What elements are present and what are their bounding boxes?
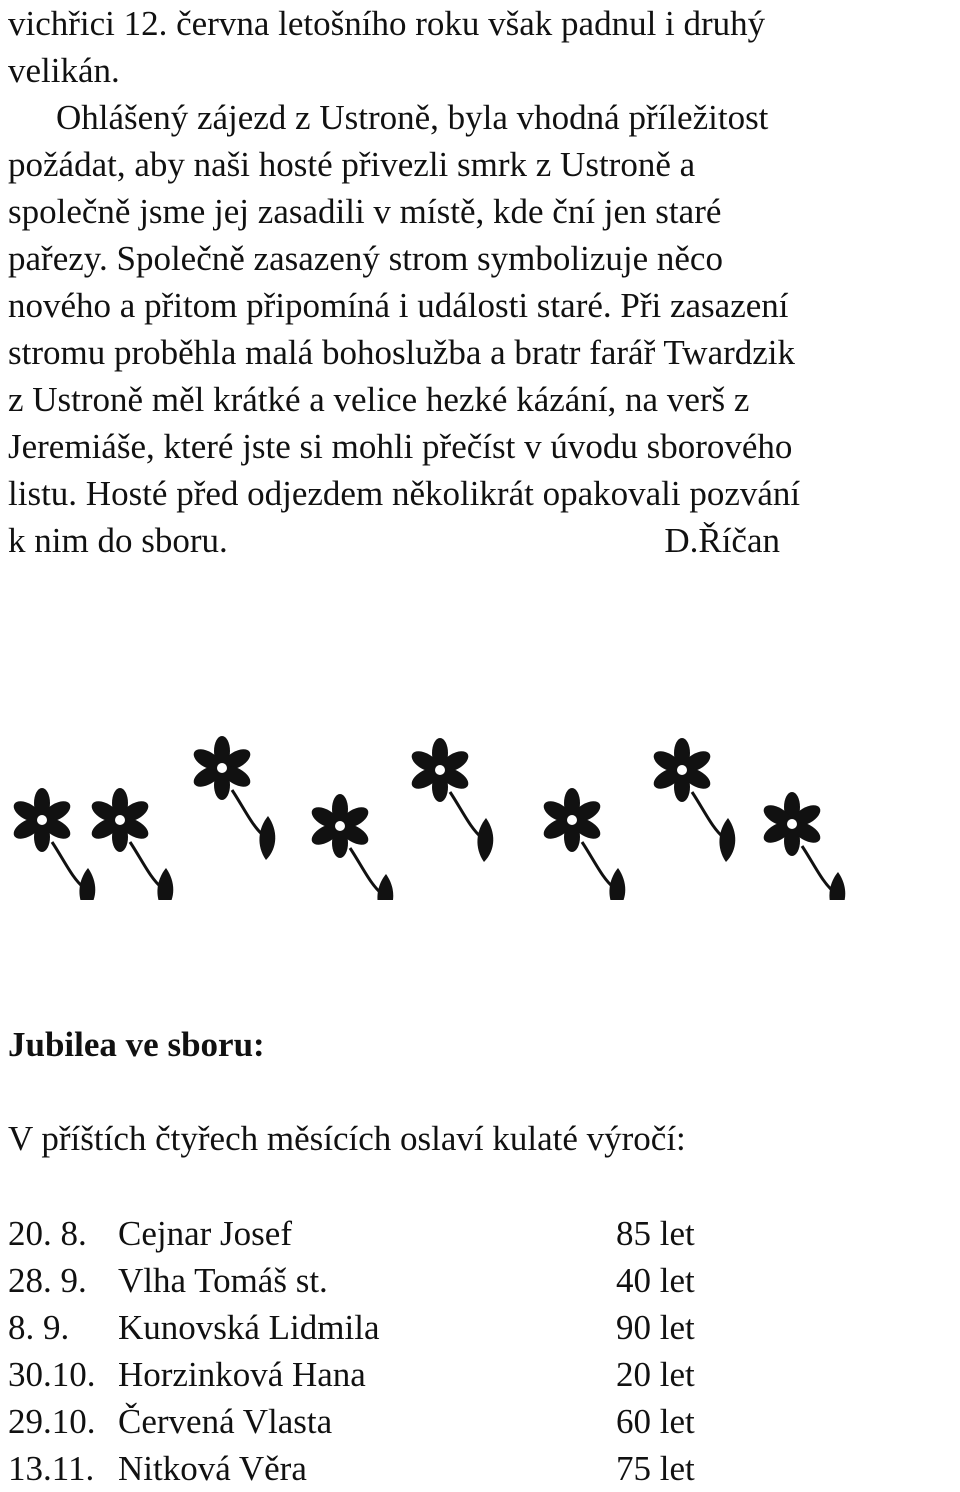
flower-icon xyxy=(760,792,845,900)
jubilee-years: 90 let xyxy=(616,1308,695,1347)
flower-icon xyxy=(308,794,393,900)
flower-icon xyxy=(190,736,275,860)
jubilee-years: 85 let xyxy=(616,1214,695,1253)
jubilee-date: 29.10. xyxy=(8,1402,96,1441)
jubilee-date: 30.10. xyxy=(8,1355,96,1394)
jubilee-date: 20. 8. xyxy=(8,1214,87,1253)
jubilee-years: 60 let xyxy=(616,1402,695,1441)
flower-icon xyxy=(10,788,95,900)
flower-ornament-icon xyxy=(0,730,960,900)
article-line: Ohlášený zájezd z Ustroně, byla vhodná příležitost xyxy=(56,98,769,137)
jubilee-years: 20 let xyxy=(616,1355,695,1394)
flower-icon xyxy=(540,788,625,900)
list-item xyxy=(8,1304,948,1351)
article-line: vichřici 12. června letošního roku však padnul i druhý xyxy=(8,4,766,43)
flower-icon xyxy=(650,738,735,862)
jubilee-name: Kunovská Lidmila xyxy=(118,1308,380,1347)
flower-icon xyxy=(88,788,173,900)
article-line: nového a přitom připomíná i události staré. Při zasazení xyxy=(8,286,789,325)
signature: D.Říčan xyxy=(664,521,780,560)
list-item xyxy=(8,1257,948,1304)
article-line: Jeremiáše, které jste si mohli přečíst v úvodu sborového xyxy=(8,427,793,466)
jubilee-date: 28. 9. xyxy=(8,1261,87,1300)
jubilee-name: Nitková Věra xyxy=(118,1449,307,1488)
article-line: z Ustroně měl krátké a velice hezké kázání, na verš z xyxy=(8,380,750,419)
list-item xyxy=(8,1351,948,1398)
article-line: listu. Hosté před odjezdem několikrát opakovali pozvání xyxy=(8,474,801,513)
jubilee-name: Cejnar Josef xyxy=(118,1214,292,1253)
list-item xyxy=(8,1445,948,1492)
list-item xyxy=(8,1398,948,1445)
article-line: požádat, aby naši hosté přivezli smrk z Ustroně a xyxy=(8,145,696,184)
jubilee-name: Červená Vlasta xyxy=(118,1402,333,1441)
jubilee-date: 8. 9. xyxy=(8,1308,70,1347)
jubilee-years: 40 let xyxy=(616,1261,695,1300)
jubilee-date: 13.11. xyxy=(8,1449,95,1488)
jubilee-list xyxy=(8,1210,948,1492)
list-item xyxy=(8,1210,948,1257)
article-line: pařezy. Společně zasazený strom symbolizuje něco xyxy=(8,239,723,278)
jubilee-heading: Jubilea ve sboru: xyxy=(8,1025,265,1064)
flower-icon xyxy=(408,738,493,862)
article-line-last: k nim do sboru. D.Říčan xyxy=(8,517,954,564)
article-line: velikán. xyxy=(8,51,120,90)
article-line: stromu proběhla malá bohoslužba a bratr farář Twardzik xyxy=(8,333,796,372)
article-line: společně jsme jej zasadili v místě, kde ční jen staré xyxy=(8,192,722,231)
jubilee-intro: V příštích čtyřech měsících oslaví kulaté výročí: xyxy=(8,1119,686,1158)
jubilee-years: 75 let xyxy=(616,1449,695,1488)
jubilee-name: Horzinková Hana xyxy=(118,1355,366,1394)
article-text xyxy=(8,0,954,564)
jubilee-name: Vlha Tomáš st. xyxy=(118,1261,328,1300)
